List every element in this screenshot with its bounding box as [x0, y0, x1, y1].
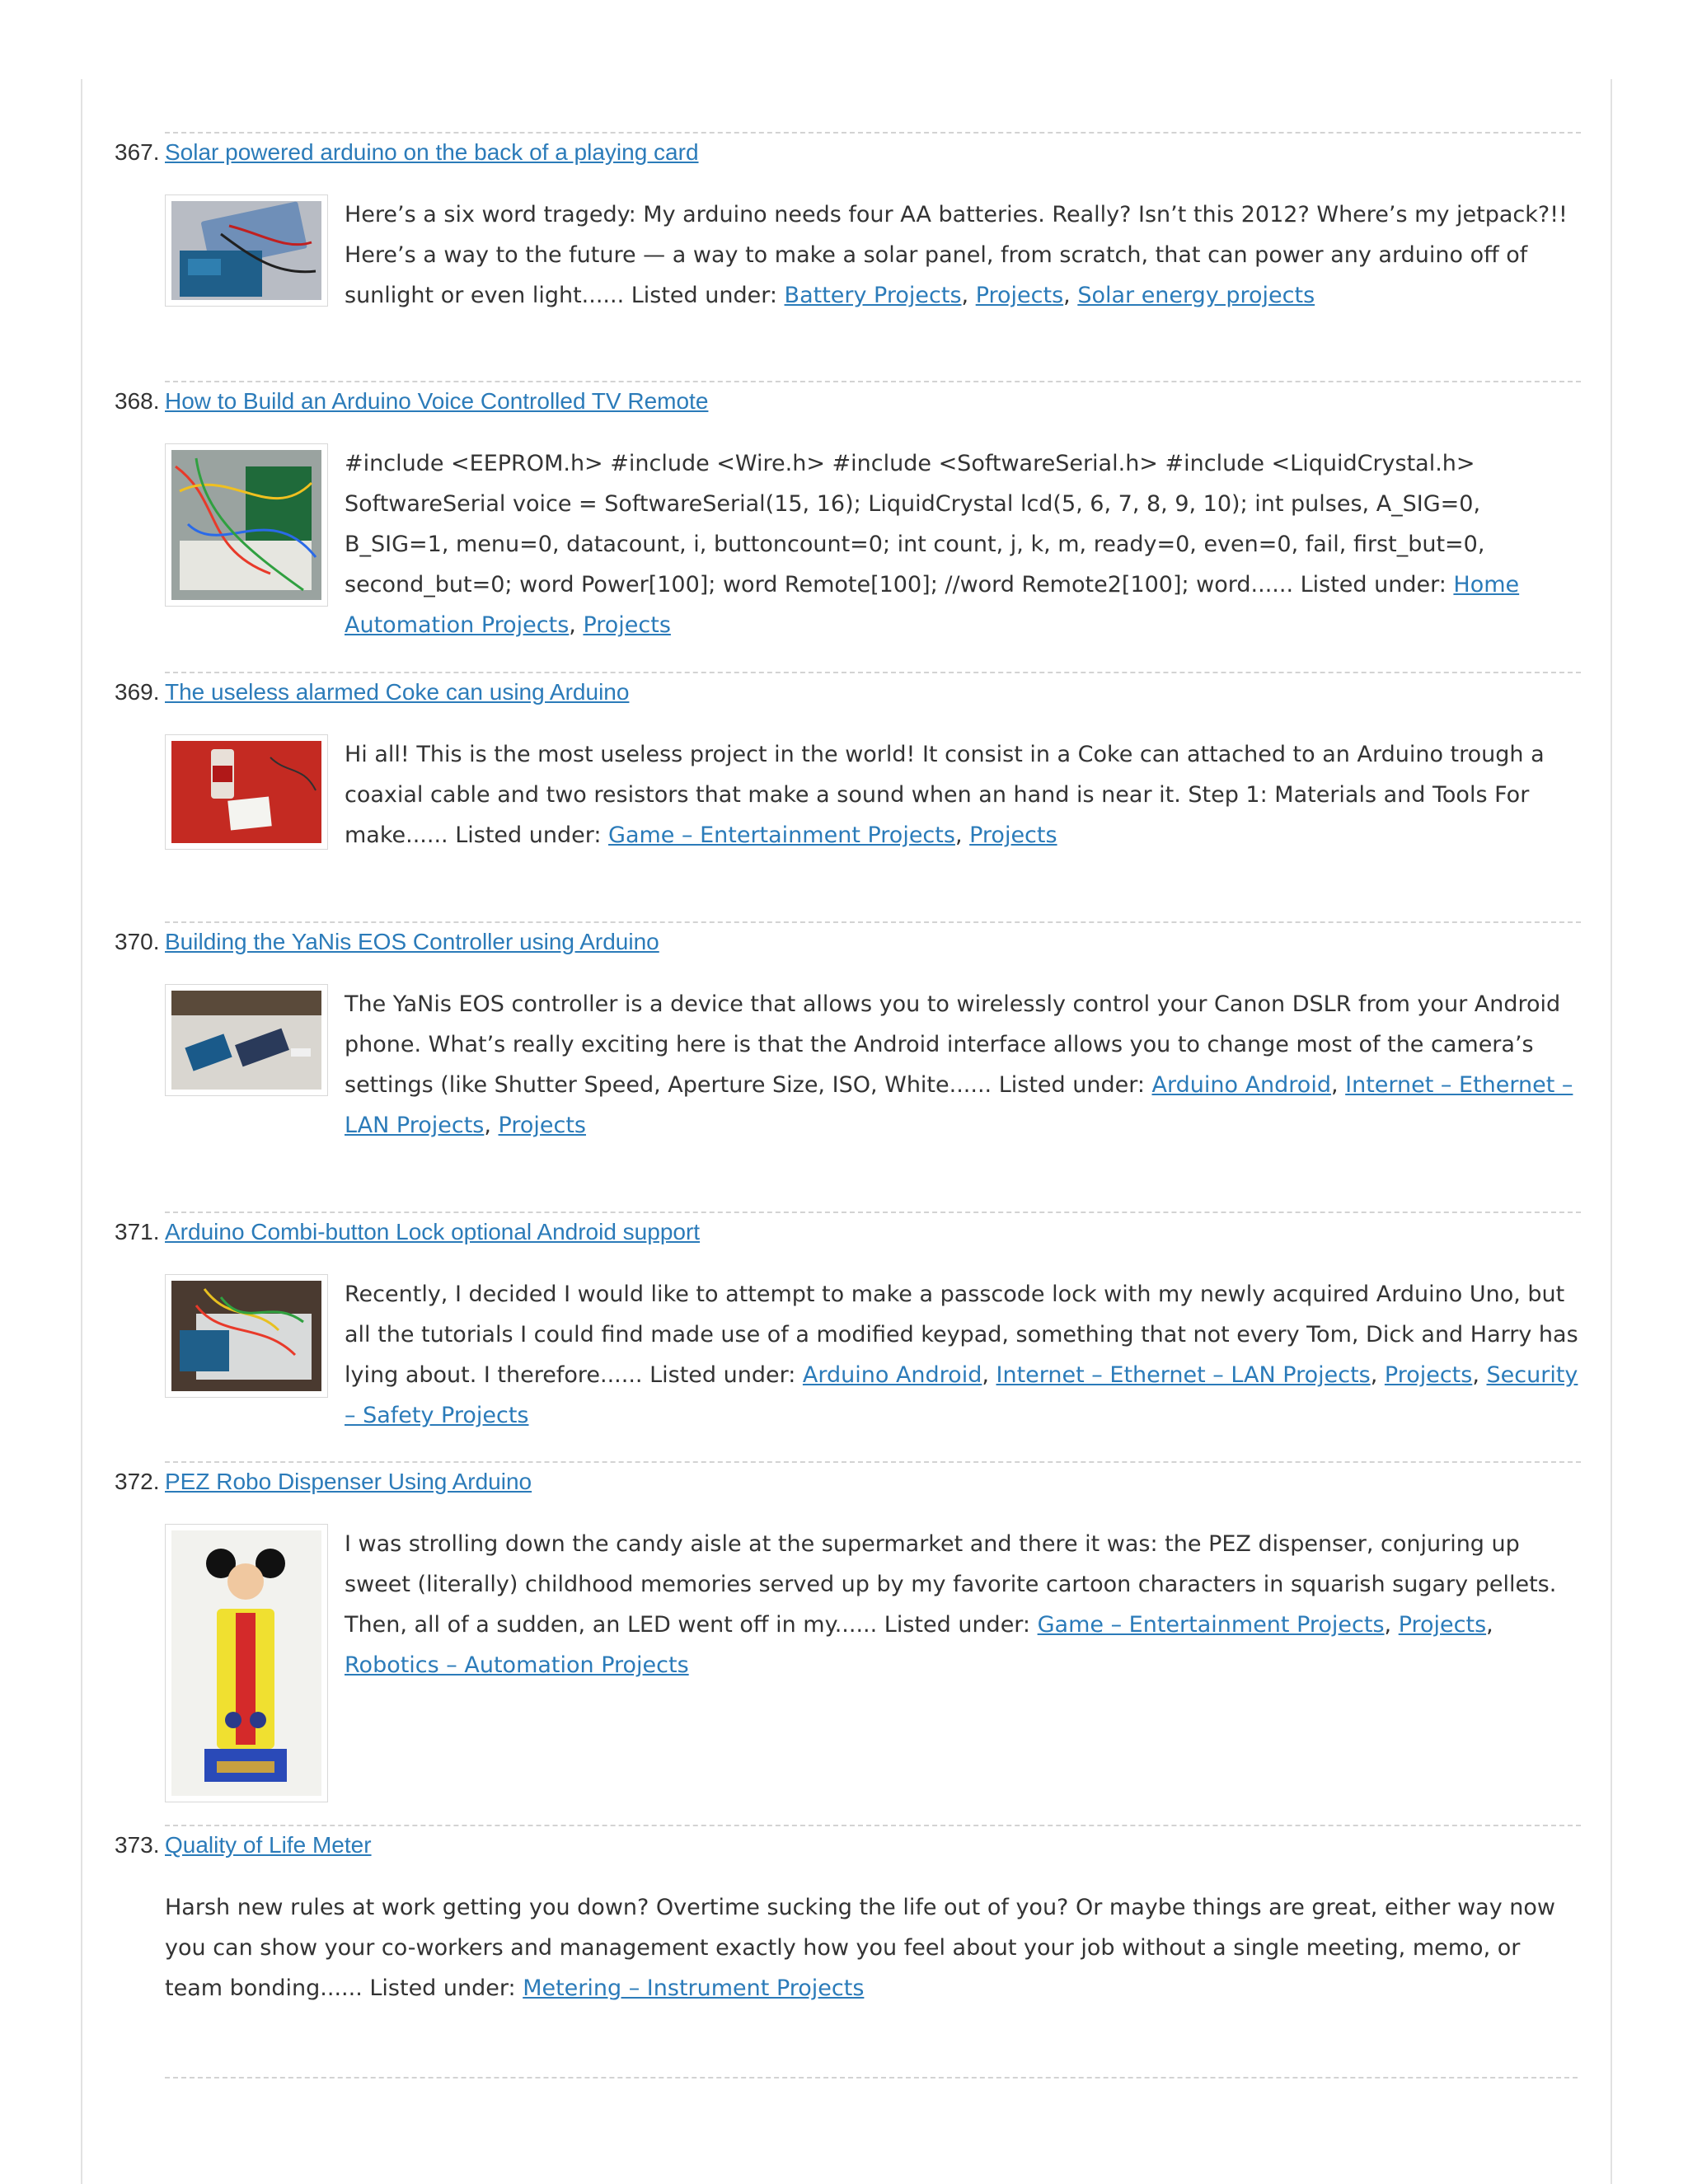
entry-body — [165, 443, 1581, 645]
entry-header — [115, 921, 1581, 961]
entry-excerpt: Hi all! This is the most useless project in the world! It consist in a Coke can attached to an Arduino trough a coaxial cable and two resistors that make a sound when an hand is near it. Step 1: Materials and Tools For make...... Listed under: — [345, 742, 1545, 848]
entry-description: #include <EEPROM.h> #include <Wire.h> #include <SoftwareSerial.h> #include <LiquidCrystal.h> SoftwareSerial voice = SoftwareSerial(15, 16); LiquidCrystal lcd(5, 6, 7, 8, 9, 10); int pulses, A_SIG=0, B_SIG=1, menu=0, datacount, i, buttoncount=0; int count, j, k, m, ready=0, even=0, fail, first_but=0, second_but=0; word Power[100]; word Remote[100]; //word Remote2[100]; word...... Listed under: Home Automation Projects, Projects — [345, 451, 1520, 638]
entry-thumbnail[interactable] — [165, 1274, 328, 1398]
entry-description — [165, 1887, 1581, 2008]
entry-excerpt: Here’s a six word tragedy: My arduino needs four AA batteries. Really? Isn’t this 2012? Where’s my jetpack?!! Here’s a way to the future — a way to make a solar panel, from scratch, that can power any arduino off of sunlight or even light...... Listed under: — [345, 202, 1568, 308]
entry-excerpt: The YaNis EOS controller is a device that allows you to wirelessly control your Canon DSLR from your Android phone. What’s really exciting here is that the Android interface allows you to change most of the camera’s settings (like Shutter Speed, Aperture Size, ISO, White...... Listed under: — [345, 991, 1561, 1098]
category-link[interactable]: Robotics – Automation Projects — [345, 1652, 689, 1678]
entry-title-link[interactable]: Quality of Life Meter — [165, 1832, 372, 1858]
entry-body — [165, 1274, 1581, 1436]
category-link[interactable]: Game – Entertainment Projects — [608, 823, 955, 848]
entry-description: The YaNis EOS controller is a device that allows you to wirelessly control your Canon DSLR from your Android phone. What’s really exciting here is that the Android interface allows you to change most of the camera’s settings (like Shutter Speed, Aperture Size, ISO, White...... Listed under: Arduino Android, Internet – Ethernet – LAN Projects, Projects — [345, 991, 1573, 1138]
entry-body — [165, 194, 1581, 316]
category-link[interactable]: Internet – Ethernet – LAN Projects — [345, 1072, 1573, 1138]
entry-thumbnail[interactable] — [165, 1524, 328, 1802]
entry-title-link[interactable]: Solar powered arduino on the back of a playing card — [165, 139, 699, 165]
category-link[interactable]: Projects — [583, 612, 671, 638]
project-entry — [115, 1825, 1581, 2150]
entry-excerpt: #include <EEPROM.h> #include <Wire.h> #include <SoftwareSerial.h> #include <LiquidCrystal.h> SoftwareSerial voice = SoftwareSerial(15, 16); LiquidCrystal lcd(5, 6, 7, 8, 9, 10); int pulses, A_SIG=0, B_SIG=1, menu=0, datacount, i, buttoncount=0; int count, j, k, m, ready=0, even=0, fail, first_but=0, second_but=0; word Power[100]; word Remote[100]; //word Remote2[100]; word...... Listed under: — [345, 451, 1485, 598]
entry-number: 367. — [115, 139, 160, 165]
category-link[interactable]: Game – Entertainment Projects — [1037, 1612, 1385, 1638]
category-link[interactable]: Arduino Android — [1151, 1072, 1331, 1098]
coke-can-image — [171, 741, 321, 843]
entry-thumbnail[interactable] — [165, 194, 328, 307]
entry-body — [165, 1524, 1581, 1685]
entry-thumbnail[interactable] — [165, 984, 328, 1096]
pez-dispenser-image — [171, 1530, 321, 1796]
category-link[interactable]: Home Automation Projects — [345, 572, 1520, 638]
entry-number: 371. — [115, 1219, 160, 1244]
project-entry — [115, 672, 1581, 921]
project-entry — [115, 1212, 1581, 1461]
entry-excerpt: Harsh new rules at work getting you down? Overtime sucking the life out of you? Or maybe things are great, either way now you can show your co-workers and management exactly how you feel about your job without a single meeting, memo, or team bonding...... Listed under: — [165, 1895, 1555, 2001]
entry-title-link[interactable]: PEZ Robo Dispenser Using Arduino — [165, 1469, 532, 1494]
entry-body — [165, 984, 1581, 1146]
entry-description: Here’s a six word tragedy: My arduino needs four AA batteries. Really? Isn’t this 2012? Where’s my jetpack?!! Here’s a way to the future — a way to make a solar panel, from scratch, that can power any arduino off of sunlight or even light...... Listed under: Battery Projects, Projects, Solar energy projects — [345, 202, 1568, 308]
category-link[interactable]: Battery Projects — [784, 283, 962, 308]
category-link[interactable]: Projects — [498, 1113, 586, 1138]
entry-title-link[interactable]: Arduino Combi-button Lock optional Android support — [165, 1219, 701, 1244]
entry-description: I was strolling down the candy aisle at the supermarket and there it was: the PEZ dispenser, conjuring up sweet (literally) childhood memories served up by my favorite cartoon characters in squarish sugary pellets. Then, all of a sudden, an LED went off in my...... Listed under: Game – Entertainment Projects, Projects, Robotics – Automation Projects — [345, 1531, 1557, 1678]
category-link[interactable]: Metering – Instrument Projects — [523, 1975, 865, 2001]
entry-header — [115, 1825, 1581, 1864]
project-entry — [115, 381, 1581, 672]
entry-header — [115, 132, 1581, 171]
entry-header — [115, 1461, 1581, 1501]
project-entry — [115, 921, 1581, 1212]
solar-card-image — [171, 201, 321, 300]
entry-title-link[interactable]: Building the YaNis EOS Controller using Arduino — [165, 929, 659, 954]
category-link[interactable]: Projects — [969, 823, 1057, 848]
category-link[interactable]: Projects — [975, 283, 1064, 308]
entry-number: 369. — [115, 679, 160, 705]
category-link[interactable]: Internet – Ethernet – LAN Projects — [996, 1362, 1371, 1388]
category-link[interactable]: Arduino Android — [802, 1362, 982, 1388]
breadboard-wiring-image — [171, 450, 321, 600]
entry-description: Recently, I decided I would like to attempt to make a passcode lock with my newly acquired Arduino Uno, but all the tutorials I could find made use of a modified keypad, something that not every Tom, Dick and Harry has lying about. I therefore...... Listed under: Arduino Android, Internet – Ethernet – LAN Projects, Projects, Security – Safety Projects — [345, 1282, 1578, 1428]
entry-excerpt: Recently, I decided I would like to attempt to make a passcode lock with my newly acquired Arduino Uno, but all the tutorials I could find made use of a modified keypad, something that not every Tom, Dick and Harry has lying about. I therefore...... Listed under: — [345, 1282, 1578, 1388]
project-entry — [115, 1461, 1581, 1825]
entry-thumbnail[interactable] — [165, 734, 328, 850]
page-column — [81, 79, 1612, 2184]
entry-header — [115, 672, 1581, 711]
entry-number: 372. — [115, 1469, 160, 1494]
entry-excerpt: I was strolling down the candy aisle at the supermarket and there it was: the PEZ dispenser, conjuring up sweet (literally) childhood memories served up by my favorite cartoon characters in squarish sugary pellets. Then, all of a sudden, an LED went off in my...... Listed under: — [345, 1531, 1557, 1638]
entry-header — [115, 1212, 1581, 1251]
category-link[interactable]: Projects — [1384, 1362, 1473, 1388]
entry-number: 373. — [115, 1832, 160, 1858]
category-link[interactable]: Security – Safety Projects — [345, 1362, 1578, 1428]
entry-title-link[interactable]: How to Build an Arduino Voice Controlled TV Remote — [165, 388, 709, 414]
category-link[interactable]: Solar energy projects — [1077, 283, 1315, 308]
entry-header — [115, 381, 1581, 420]
list-divider — [165, 2077, 1578, 2079]
entry-body — [165, 1887, 1581, 2008]
category-link[interactable]: Projects — [1398, 1612, 1487, 1638]
entry-number: 368. — [115, 388, 160, 414]
entry-thumbnail[interactable] — [165, 443, 328, 607]
combi-lock-image — [171, 1281, 321, 1391]
project-entry — [115, 132, 1581, 381]
entry-description: Hi all! This is the most useless project in the world! It consist in a Coke can attached to an Arduino trough a coaxial cable and two resistors that make a sound when an hand is near it. Step 1: Materials and Tools For make...... Listed under: Game – Entertainment Projects, Projects — [345, 742, 1545, 848]
eos-controller-image — [171, 991, 321, 1090]
project-list — [115, 132, 1581, 2150]
entry-title-link[interactable]: The useless alarmed Coke can using Arduino — [165, 679, 630, 705]
entry-body — [165, 734, 1581, 855]
entry-number: 370. — [115, 929, 160, 954]
